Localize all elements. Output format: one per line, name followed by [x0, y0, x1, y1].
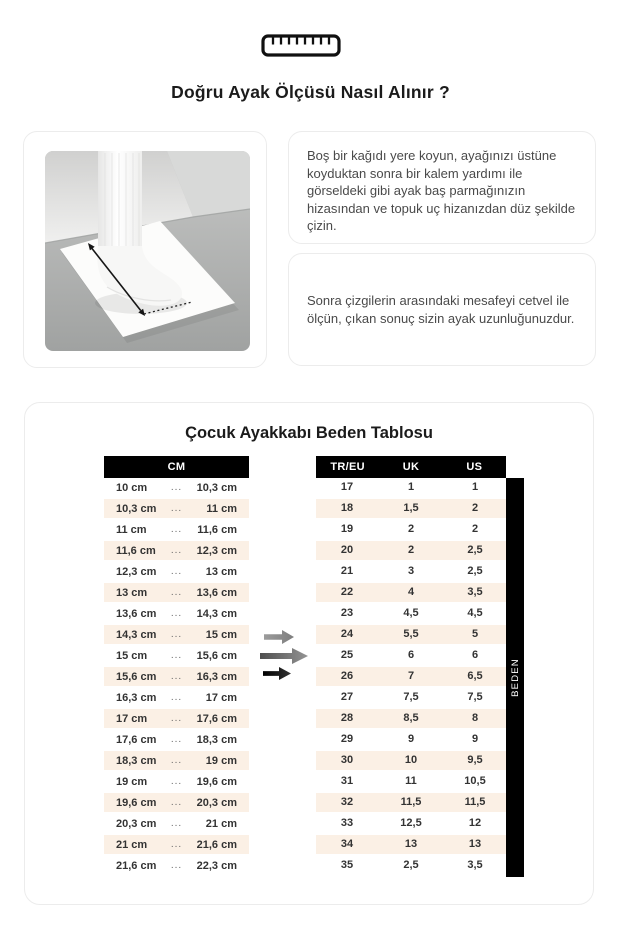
cm-to-value: 11,6 cm [197, 523, 237, 536]
size-cell-tr-eu: 18 [316, 499, 378, 518]
size-cell-tr-eu: 23 [316, 604, 378, 623]
size-cell-us: 4,5 [444, 604, 506, 623]
cm-from-value: 17 cm [116, 712, 148, 725]
cm-from-value: 12,3 cm [116, 565, 157, 578]
transfer-arrows [258, 630, 314, 682]
cm-from-value: 10,3 cm [116, 502, 157, 515]
range-dots: ... [170, 671, 183, 682]
size-cell-tr-eu: 30 [316, 751, 378, 770]
range-dots: ... [170, 629, 183, 640]
cm-to-value: 14,3 cm [196, 607, 237, 620]
range-dots: ... [170, 839, 183, 850]
range-dots: ... [170, 503, 183, 514]
size-cell-us: 12 [444, 814, 506, 833]
cm-from-value: 19 cm [116, 775, 148, 788]
size-cell-tr-eu: 20 [316, 541, 378, 560]
cm-table-row [104, 604, 249, 623]
cm-table-row [104, 520, 249, 539]
cm-table-row [104, 751, 249, 770]
size-table-row [316, 709, 506, 728]
page-title: Doğru Ayak Ölçüsü Nasıl Alınır ? [171, 82, 450, 102]
size-cell-uk: 1,5 [380, 499, 442, 518]
size-cell-uk: 10 [380, 751, 442, 770]
cm-to-value: 20,3 cm [196, 796, 237, 809]
size-header-tr-eu: TR/EU [330, 461, 365, 473]
beden-label: BEDEN [509, 658, 521, 697]
cm-to-value: 17 cm [205, 691, 237, 704]
size-table-row [316, 541, 506, 560]
cm-table-row [104, 541, 249, 560]
cm-to-value: 15 cm [205, 628, 237, 641]
cm-table-row [104, 730, 249, 749]
cm-from-value: 11,6 cm [116, 544, 156, 557]
cm-from-value: 20,3 cm [116, 817, 157, 830]
size-cell-uk: 2 [380, 520, 442, 539]
cm-from-value: 13,6 cm [116, 607, 157, 620]
size-cell-us: 10,5 [444, 772, 506, 791]
size-cell-us: 6 [444, 646, 506, 665]
cm-to-value: 18,3 cm [196, 733, 237, 746]
size-cell-us: 13 [444, 835, 506, 854]
cm-from-value: 21 cm [116, 838, 148, 851]
instruction-step-2: Sonra çizgilerin arasındaki mesafeyi cetvel ile ölçün, çıkan sonuç sizin ayak uzunluğunuzdur. [307, 292, 575, 326]
range-dots: ... [170, 524, 183, 535]
cm-table-row [104, 688, 249, 707]
size-cell-us: 9 [444, 730, 506, 749]
arrow-right-icon [260, 648, 308, 664]
size-cell-tr-eu: 24 [316, 625, 378, 644]
size-cell-uk: 1 [380, 478, 442, 497]
size-cell-us: 5 [444, 625, 506, 644]
size-cell-uk: 9 [380, 730, 442, 749]
size-cell-tr-eu: 25 [316, 646, 378, 665]
size-cell-tr-eu: 27 [316, 688, 378, 707]
cm-table-row [104, 562, 249, 581]
cm-to-value: 15,6 cm [196, 649, 237, 662]
cm-table-row [104, 814, 249, 833]
size-table-row [316, 604, 506, 623]
cm-to-value: 17,6 cm [196, 712, 237, 725]
size-cell-uk: 2,5 [380, 856, 442, 875]
range-dots: ... [170, 650, 183, 661]
size-cell-us: 3,5 [444, 856, 506, 875]
size-cell-tr-eu: 28 [316, 709, 378, 728]
size-cell-uk: 5,5 [380, 625, 442, 644]
size-table-row [316, 562, 506, 581]
size-chart-card [24, 402, 594, 905]
cm-to-value: 11 cm [206, 502, 237, 515]
range-dots: ... [170, 734, 183, 745]
cm-to-value: 19 cm [205, 754, 237, 767]
size-table-row [316, 751, 506, 770]
instruction-card-1 [288, 131, 596, 244]
cm-from-value: 21,6 cm [116, 859, 157, 872]
size-cell-us: 9,5 [444, 751, 506, 770]
size-table-row [316, 478, 506, 497]
size-table-row [316, 814, 506, 833]
cm-from-value: 15,6 cm [116, 670, 157, 683]
size-cell-uk: 4,5 [380, 604, 442, 623]
cm-table-row [104, 499, 249, 518]
size-cell-tr-eu: 35 [316, 856, 378, 875]
size-table-row [316, 730, 506, 749]
size-cell-uk: 7,5 [380, 688, 442, 707]
arrow-right-icon [263, 667, 291, 680]
cm-from-value: 13 cm [116, 586, 148, 599]
size-cell-us: 2 [444, 520, 506, 539]
cm-header-label: CM [167, 461, 186, 473]
size-cell-tr-eu: 26 [316, 667, 378, 686]
cm-table-row [104, 583, 249, 602]
cm-table-row [104, 667, 249, 686]
cm-from-value: 14,3 cm [116, 628, 157, 641]
instruction-card-2 [288, 253, 596, 366]
cm-table-row [104, 625, 249, 644]
size-table-header [316, 456, 506, 478]
cm-table [104, 456, 249, 877]
size-cell-uk: 13 [380, 835, 442, 854]
cm-table-row [104, 646, 249, 665]
instruction-step-1: Boş bir kağıdı yere koyun, ayağınızı üstüne koyduktan sonra bir kalem yardımı ile görseldeki gibi ayak baş parmağınızın hizasından ve topuk uç hizanızdan düz şekilde çizin. [307, 148, 576, 234]
size-cell-us: 2 [444, 499, 506, 518]
range-dots: ... [170, 818, 183, 829]
size-cell-uk: 2 [380, 541, 442, 560]
cm-from-value: 18,3 cm [116, 754, 157, 767]
size-cell-uk: 7 [380, 667, 442, 686]
size-cell-tr-eu: 21 [316, 562, 378, 581]
range-dots: ... [170, 713, 183, 724]
range-dots: ... [170, 545, 183, 556]
range-dots: ... [170, 797, 183, 808]
cm-to-value: 22,3 cm [196, 859, 237, 872]
size-cell-uk: 4 [380, 583, 442, 602]
range-dots: ... [170, 755, 183, 766]
cm-to-value: 21 cm [205, 817, 237, 830]
cm-to-value: 13,6 cm [196, 586, 237, 599]
cm-table-row [104, 478, 249, 497]
cm-to-value: 16,3 cm [196, 670, 237, 683]
size-cell-us: 2,5 [444, 562, 506, 581]
size-cell-uk: 11 [380, 772, 442, 791]
size-table-row [316, 520, 506, 539]
size-cell-us: 3,5 [444, 583, 506, 602]
cm-table-row [104, 835, 249, 854]
size-cell-us: 6,5 [444, 667, 506, 686]
size-table-row [316, 625, 506, 644]
cm-table-header [104, 456, 249, 478]
ruler-icon [261, 34, 341, 57]
size-cell-us: 11,5 [444, 793, 506, 812]
size-table-row [316, 688, 506, 707]
cm-table-body [104, 478, 249, 875]
size-table-row [316, 772, 506, 791]
range-dots: ... [170, 482, 183, 493]
size-cell-tr-eu: 32 [316, 793, 378, 812]
foot-measure-photo-card [23, 131, 267, 368]
size-cell-uk: 12,5 [380, 814, 442, 833]
range-dots: ... [170, 776, 183, 787]
cm-table-row [104, 856, 249, 875]
cm-from-value: 19,6 cm [116, 796, 157, 809]
arrow-right-icon [264, 630, 294, 644]
size-table-row [316, 583, 506, 602]
size-cell-tr-eu: 31 [316, 772, 378, 791]
size-cell-tr-eu: 22 [316, 583, 378, 602]
range-dots: ... [170, 692, 183, 703]
foot-measurement-photo [45, 151, 250, 351]
size-table-row [316, 646, 506, 665]
cm-table-row [104, 709, 249, 728]
size-table-row [316, 667, 506, 686]
cm-from-value: 10 cm [116, 481, 148, 494]
size-table-row [316, 835, 506, 854]
size-cell-uk: 3 [380, 562, 442, 581]
size-cell-tr-eu: 17 [316, 478, 378, 497]
cm-to-value: 21,6 cm [196, 838, 237, 851]
cm-to-value: 19,6 cm [196, 775, 237, 788]
cm-to-value: 10,3 cm [196, 481, 237, 494]
cm-table-row [104, 772, 249, 791]
size-table [316, 456, 506, 877]
size-cell-tr-eu: 34 [316, 835, 378, 854]
cm-to-value: 13 cm [205, 565, 237, 578]
size-table-body [316, 478, 506, 875]
cm-to-value: 12,3 cm [196, 544, 237, 557]
size-cell-us: 2,5 [444, 541, 506, 560]
size-header-us: US [466, 461, 483, 473]
size-cell-uk: 8,5 [380, 709, 442, 728]
range-dots: ... [170, 587, 183, 598]
cm-from-value: 15 cm [116, 649, 148, 662]
cm-from-value: 11 cm [116, 523, 147, 536]
size-cell-tr-eu: 33 [316, 814, 378, 833]
size-cell-tr-eu: 29 [316, 730, 378, 749]
cm-from-value: 16,3 cm [116, 691, 157, 704]
range-dots: ... [170, 860, 183, 871]
range-dots: ... [170, 566, 183, 577]
beden-bar [506, 478, 524, 877]
size-cell-tr-eu: 19 [316, 520, 378, 539]
size-cell-us: 7,5 [444, 688, 506, 707]
size-cell-uk: 6 [380, 646, 442, 665]
range-dots: ... [170, 608, 183, 619]
cm-table-row [104, 793, 249, 812]
size-table-row [316, 793, 506, 812]
size-table-row [316, 499, 506, 518]
cm-from-value: 17,6 cm [116, 733, 157, 746]
size-cell-uk: 11,5 [380, 793, 442, 812]
size-header-uk: UK [402, 461, 420, 473]
size-cell-us: 8 [444, 709, 506, 728]
size-table-row [316, 856, 506, 875]
size-chart-title: Çocuk Ayakkabı Beden Tablosu [185, 424, 433, 442]
size-cell-us: 1 [444, 478, 506, 497]
